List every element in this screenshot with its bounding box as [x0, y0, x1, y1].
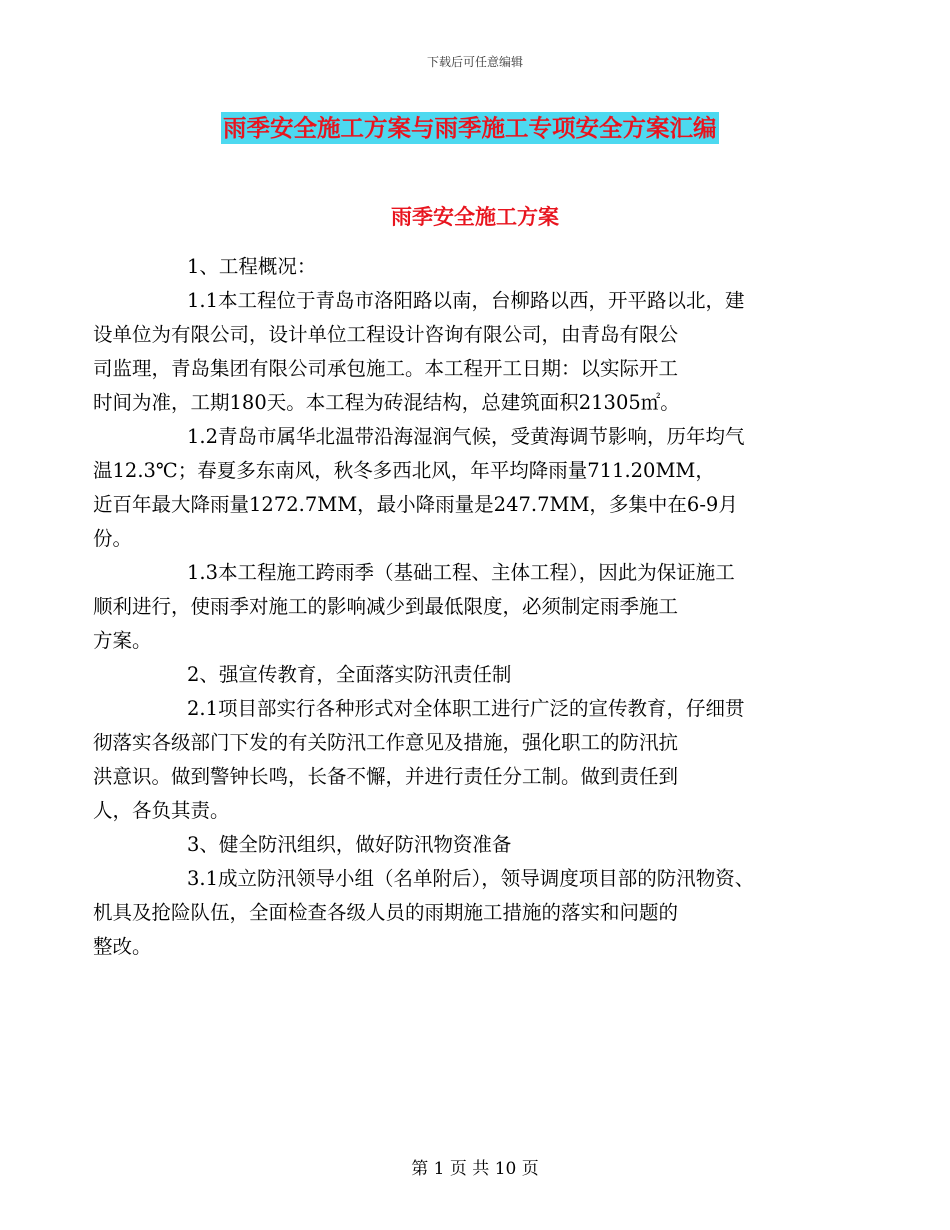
text-line: 1.1本工程位于青岛市洛阳路以南，台柳路以西，开平路以北，建	[187, 289, 745, 312]
text-line: 1.2青岛市属华北温带沿海湿润气候，受黄海调节影响，历年均气	[187, 425, 745, 448]
page-footer: 第 1 页 共 10 页	[411, 1159, 539, 1179]
text-line: 彻落实各级部门下发的有关防汛工作意见及措施，强化职工的防汛抗	[93, 731, 679, 754]
document-title: 雨季安全施工方案与雨季施工专项安全方案汇编	[223, 114, 717, 142]
text-line: 近百年最大降雨量1272.7MM，最小降雨量是247.7MM，多集中在6-9月	[93, 493, 738, 516]
paragraph	[140, 828, 830, 862]
text-line: 时间为准，工期180天。本工程为砖混结构，总建筑面积21305㎡。	[93, 391, 680, 414]
paragraph	[93, 420, 830, 556]
paragraph	[140, 658, 830, 692]
paragraph	[93, 284, 830, 420]
text-line: 洪意识。做到警钟长鸣，长备不懈，并进行责任分工制。做到责任到	[93, 765, 679, 788]
text-line: 人，各负其责。	[93, 799, 230, 822]
text-line: 3.1成立防汛领导小组（名单附后），领导调度项目部的防汛物资、	[187, 867, 755, 890]
text-line: 2、强宣传教育，全面落实防汛责任制	[187, 663, 512, 686]
text-line: 份。	[93, 527, 133, 550]
header-note: 下载后可任意编辑	[426, 55, 523, 69]
text-line: 整改。	[93, 935, 152, 958]
paragraph	[93, 862, 830, 964]
text-line: 1、工程概况：	[187, 255, 317, 278]
text-line: 机具及抢险队伍，全面检查各级人员的雨期施工措施的落实和问题的	[93, 901, 679, 924]
text-line: 温12.3℃；春夏多东南风，秋冬多西北风，年平均降雨量711.20MM，	[93, 459, 715, 482]
paragraph	[93, 556, 830, 658]
paragraph	[140, 250, 830, 284]
text-line: 3、健全防汛组织，做好防汛物资准备	[187, 833, 512, 856]
text-line: 1.3本工程施工跨雨季（基础工程、主体工程），因此为保证施工	[187, 561, 735, 584]
section-title: 雨季安全施工方案	[391, 205, 559, 229]
text-line: 2.1项目部实行各种形式对全体职工进行广泛的宣传教育，仔细贯	[187, 697, 745, 720]
paragraph	[93, 692, 830, 828]
body-text	[93, 250, 830, 964]
text-line: 设单位为有限公司，设计单位工程设计咨询有限公司，由青岛有限公	[93, 323, 679, 346]
text-line: 司监理，青岛集团有限公司承包施工。本工程开工日期：以实际开工	[93, 357, 679, 380]
text-line: 方案。	[93, 629, 152, 652]
text-line: 顺利进行，使雨季对施工的影响减少到最低限度，必须制定雨季施工	[93, 595, 679, 618]
